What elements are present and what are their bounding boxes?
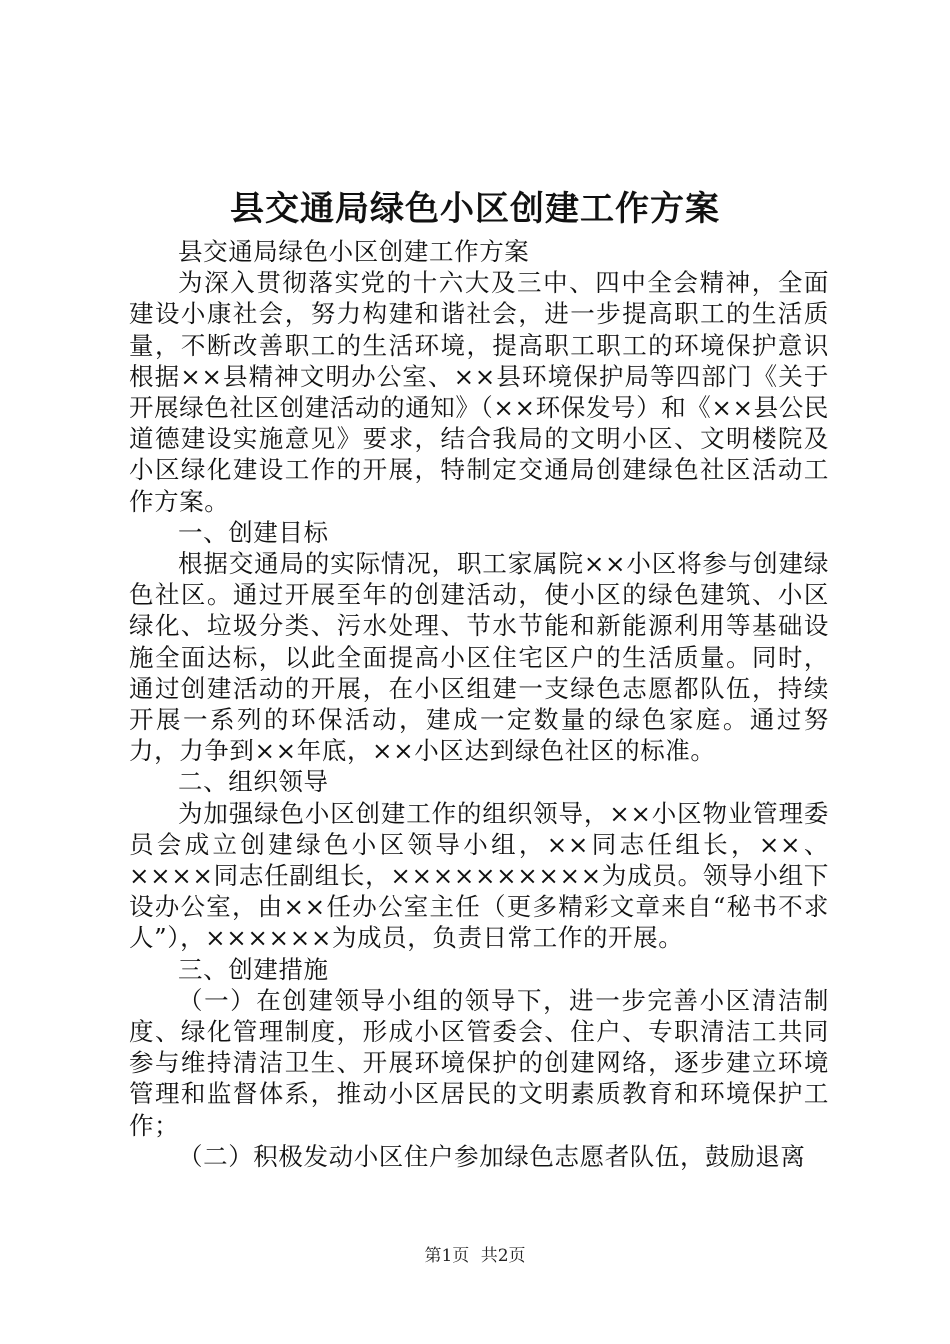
paragraph-measure-1: （一）在创建领导小组的领导下，进一步完善小区清洁制度、绿化管理制度，形成小区管委会、住户、专职清洁工共同参与维持清洁卫生、开展环境保护的创建网络，逐步建立环境管理和监督体系，推动小区居民的文明素质教育和环境保护工作； [129,985,829,1140]
section-heading-leadership: 二、组织领导 [178,767,329,797]
document-title: 县交通局绿色小区创建工作方案 [230,189,720,229]
page-total: 共2页 [480,1246,526,1266]
document-body [129,236,829,1172]
paragraph-intro: 为深入贯彻落实党的十六大及三中、四中全会精神，全面建设小康社会，努力构建和谐社会，进一步提高职工的生活质量，不断改善职工的生活环境，提高职工职工的环境保护意识根据××县精神文明办公室、××县环境保护局等四部门《关于开展绿色社区创建活动的通知》（××环保发号）和《××县公民道德建设实施意见》要求，结合我局的文明小区、文明楼院及小区绿化建设工作的开展，特制定交通局创建绿色社区活动工作方案。 [129,268,829,516]
section-heading-goal: 一、创建目标 [178,517,329,547]
page-number: 第1页 [424,1246,470,1266]
paragraph-leadership: 为加强绿色小区创建工作的组织领导，××小区物业管理委员会成立创建绿色小区领导小组，××同志任组长，××、××××同志任副组长，××××××××××为成员。领导小组下设办公室，由××任办公室主任（更多精彩文章来自“秘书不求人”），××××××为成员，负责日常工作的开展。 [129,798,829,953]
paragraph-measure-2: （二）积极发动小区住户参加绿色志愿者队伍，鼓励退离 [178,1141,806,1171]
page-footer [0,1244,950,1268]
paragraph-subtitle: 县交通局绿色小区创建工作方案 [178,237,530,266]
section-heading-measures: 三、创建措施 [178,954,329,984]
paragraph-goal: 根据交通局的实际情况，职工家属院××小区将参与创建绿色社区。通过开展至年的创建活动，使小区的绿色建筑、小区绿化、垃圾分类、污水处理、节水节能和新能源利用等基础设施全面达标，以此全面提高小区住宅区户的生活质量。同时，通过创建活动的开展，在小区组建一支绿色志愿都队伍，持续开展一系列的环保活动，建成一定数量的绿色家庭。通过努力，力争到××年底，××小区达到绿色社区的标准。 [129,549,829,766]
